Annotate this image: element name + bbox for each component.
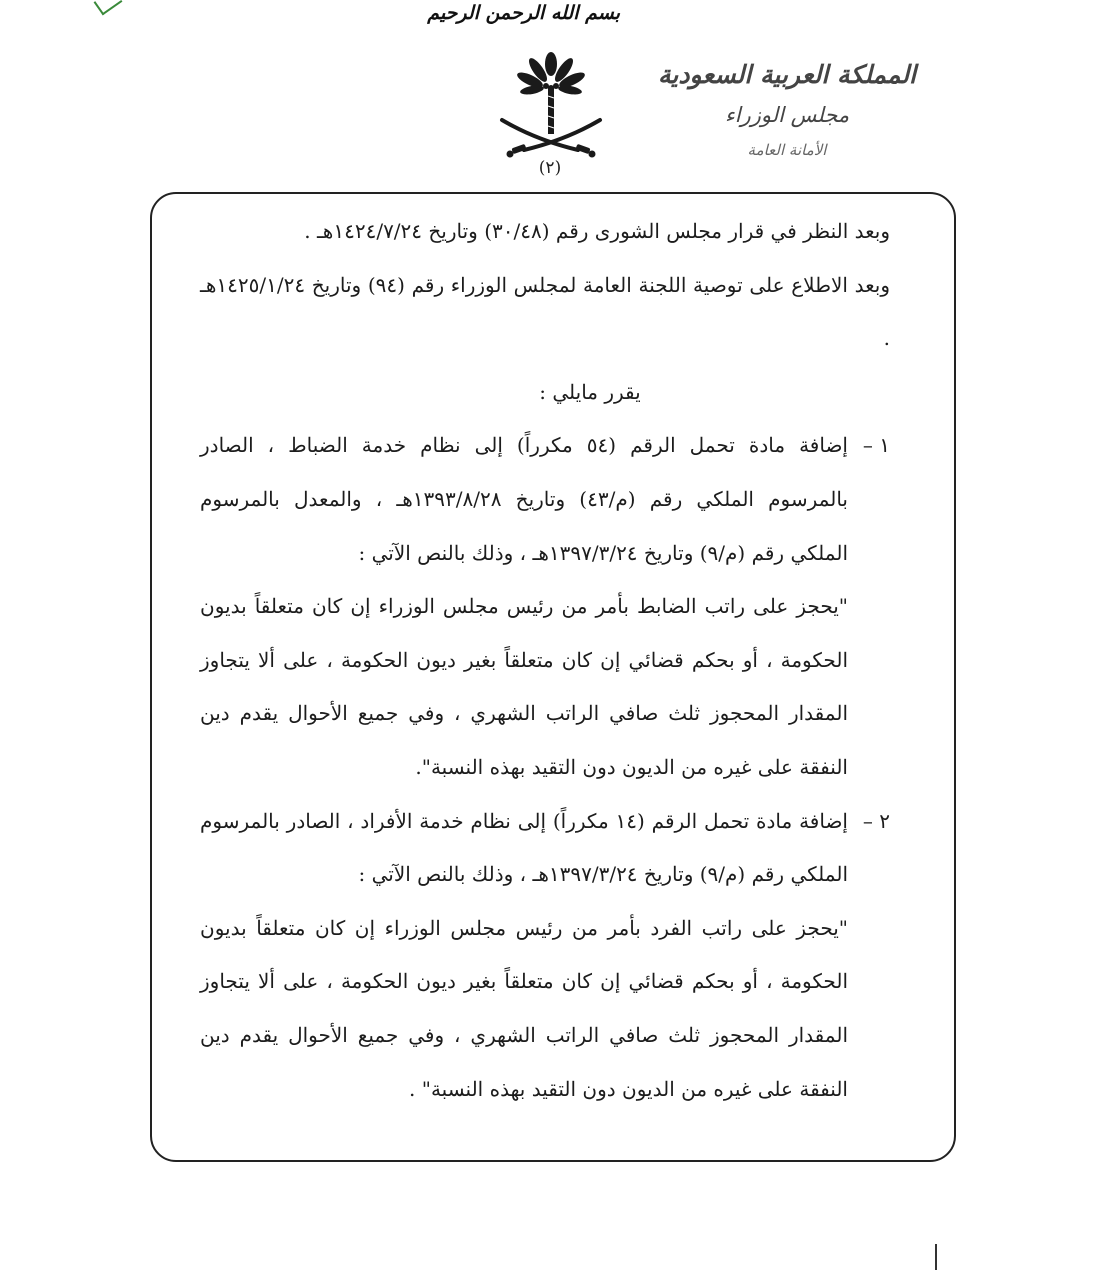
item-text: إضافة مادة تحمل الرقم (١٤ مكرراً) إلى نظام خدمة الأفراد ، الصادر بالمرسوم الملكي رقم (م/٩) وتاريخ ١٣٩٧/٣/٢٤هـ ، وذلك بالنص الآتي : [200,808,848,887]
intro-line-2: وبعد الاطلاع على توصية اللجنة العامة لمجلس الوزراء رقم (٩٤) وتاريخ ١٤٢٥/١/٢٤هـ . [200,272,890,351]
resolves-heading: يقرر مايلي : [539,379,641,404]
item-quote: "يحجز على راتب الضابط بأمر من رئيس مجلس الوزراء إن كان متعلقاً بديون الحكومة ، أو بحكم قضائي إن كان متعلقاً بغير ديون الحكومة ، على ألا يتجاوز المقدار المحجوز ثلث صافي الراتب الشهري ، وفي جميع الأحوال يقدم دين النفقة على غيره من الديون دون التقيد بهذه النسبة". [200,594,848,779]
footer-mark [935,1244,940,1270]
letterhead-kingdom: المملكة العربية السعودية [657,60,917,89]
basmala: بسم الله الرحمن الرحيم [427,2,620,24]
palm-and-swords-emblem-icon [496,50,606,168]
letterhead [657,60,917,159]
resolution-item-2 [200,795,890,1117]
item-quote: "يحجز على راتب الفرد بأمر من رئيس مجلس الوزراء إن كان متعلقاً بديون الحكومة ، أو بحكم قضائي إن كان متعلقاً بغير ديون الحكومة ، على ألا يتجاوز المقدار المحجوز ثلث صافي الراتب الشهري ، وفي جميع الأحوال يقدم دين النفقة على غيره من الديون دون التقيد بهذه النسبة" . [200,915,848,1101]
item-number: ٢ – [862,808,890,833]
document-body [200,205,890,1116]
letterhead-secretariat: الأمانة العامة [747,141,827,159]
item-number: ١ – [862,433,890,458]
letterhead-council: مجلس الوزراء [724,103,850,127]
item-text: إضافة مادة تحمل الرقم (٥٤ مكرراً) إلى نظام خدمة الضباط ، الصادر بالمرسوم الملكي رقم (م/٤٣) وتاريخ ١٣٩٣/٨/٢٨هـ ، والمعدل بالمرسوم الملكي رقم (م/٩) وتاريخ ١٣٩٧/٣/٢٤هـ ، وذلك بالنص الآتي : [200,433,848,565]
page-number: (٢) [538,158,562,178]
intro-line-1: وبعد النظر في قرار مجلس الشورى رقم (٣٠/٤٨) وتاريخ ١٤٢٤/٧/٢٤هـ . [304,219,890,243]
corner-stamp-mark [94,0,123,15]
resolution-item-1 [200,419,890,794]
